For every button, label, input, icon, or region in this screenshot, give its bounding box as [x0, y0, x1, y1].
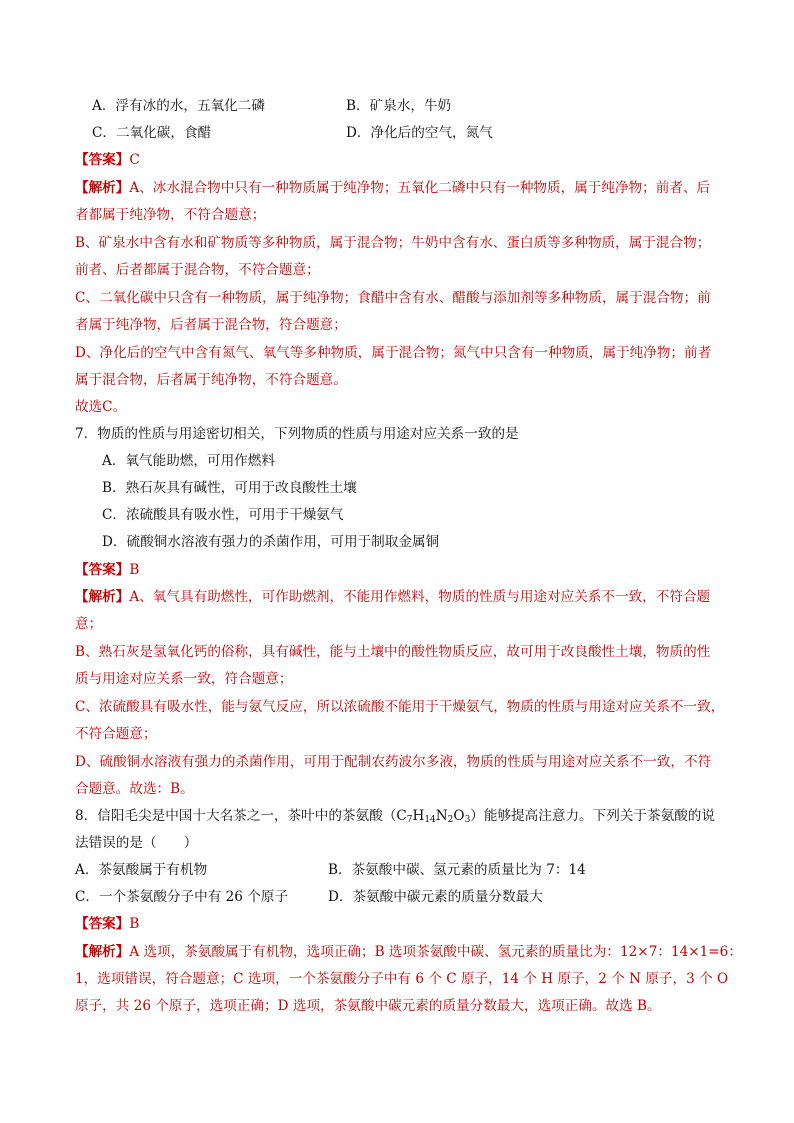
analysis-label: 【解析】 — [75, 180, 130, 196]
q6-options-row-2 — [92, 124, 732, 142]
q7-analysis-line: C、浓硫酸具有吸水性，能与氨气反应，所以浓硫酸不能用于干燥氨气，物质的性质与用途对应关系不一致， — [75, 699, 725, 715]
q6-analysis-line: C、二氧化碳中只含有一种物质，属于纯净物；食醋中含有水、醋酸与添加剂等多种物质，属于混合物；前 — [75, 290, 711, 306]
answer-label: 【答案】 — [75, 152, 130, 168]
q7-analysis-line: D、硫酸铜水溶液有强力的杀菌作用，可用于配制农药波尔多液，物质的性质与用途对应关系不一致，不符 — [75, 754, 712, 770]
answer-label: 【答案】 — [75, 562, 130, 578]
q6-option-b: B．矿泉水，牛奶 — [346, 98, 452, 114]
analysis-text: A、氧气具有助燃性，可作助燃剂，不能用作燃料，物质的性质与用途对应关系不一致，不符合题 — [129, 589, 711, 605]
q8-analysis-line: 1，选项错误，符合题意；C 选项，一个茶氨酸分子中有 6 个 C 原子，14 个 H 原子，2 个 N 原子，3 个 O — [75, 971, 729, 987]
q8-options-row-1 — [75, 861, 715, 879]
q8-option-d: D．茶氨酸中碳元素的质量分数最大 — [328, 889, 543, 905]
q6-options-row-1 — [92, 97, 732, 115]
q7-option-b: B．熟石灰具有碱性，可用于改良酸性土壤 — [102, 480, 357, 496]
answer-value: C — [129, 152, 140, 168]
q7-option-a: A．氧气能助燃，可用作燃料 — [102, 453, 275, 469]
analysis-label: 【解析】 — [75, 944, 130, 960]
q6-analysis-line: 者都属于纯净物，不符合题意； — [75, 207, 266, 223]
q6-analysis-line: 故选C。 — [75, 399, 127, 415]
analysis-text: A、冰水混合物中只有一种物质属于纯净物；五氧化二磷中只有一种物质，属于纯净物；前者、后 — [129, 180, 711, 196]
q8-formula: $C_7H_{14}N_2O_3$ — [396, 808, 471, 825]
q6-analysis-line: D、净化后的空气中含有氮气、氧气等多种物质，属于混合物；氮气中只含有一种物质，属于纯净物；前者 — [75, 345, 712, 361]
q8-option-a: A．茶氨酸属于有机物 — [75, 862, 208, 878]
q7-option-d: D．硫酸铜水溶液有强力的杀菌作用，可用于制取金属铜 — [102, 534, 440, 550]
q6-analysis-line: 属于混合物，后者属于纯净物，不符合题意。 — [75, 372, 347, 388]
analysis-text: A 选项，茶氨酸属于有机物，选项正确；B 选项茶氨酸中碳、氢元素的质量比为：12×7：14×1=6： — [129, 944, 742, 960]
q6-option-a: A．浮有冰的水，五氧化二磷 — [92, 98, 265, 114]
q6-option-d: D．净化后的空气，氮气 — [346, 125, 493, 141]
q7-analysis-line: B、熟石灰是氢氧化钙的俗称，具有碱性，能与土壤中的酸性物质反应，故可用于改良酸性土壤，物质的性 — [75, 644, 711, 660]
q8-stem-text: ）能够提高注意力。下列关于茶氨酸的说 — [470, 808, 715, 824]
q8-analysis-line — [75, 943, 742, 961]
answer-label: 【答案】 — [75, 916, 130, 932]
q7-analysis-line: 意； — [75, 616, 103, 632]
q7-analysis-line: 不符合题意； — [75, 726, 157, 742]
q6-option-c: C．二氧化碳，食醋 — [92, 125, 212, 141]
q7-answer — [75, 561, 715, 579]
q7-option-c: C．浓硫酸具有吸水性，可用于干燥氨气 — [102, 507, 344, 523]
answer-value: B — [129, 916, 140, 932]
q6-analysis-line: 前者、后者都属于混合物，不符合题意； — [75, 262, 320, 278]
q7-stem: 7．物质的性质与用途密切相关，下列物质的性质与用途对应关系一致的是 — [75, 426, 519, 442]
q7-analysis-line: 合题意。故选：B。 — [75, 781, 194, 797]
q8-stem-line-2: 法错误的是（ ） — [75, 835, 198, 851]
answer-value: B — [129, 562, 140, 578]
q8-stem-text: 8．信阳毛尖是中国十大名茶之一，茶叶中的茶氨酸（ — [75, 808, 397, 824]
analysis-label: 【解析】 — [75, 589, 130, 605]
q6-analysis-line: 者属于纯净物，后者属于混合物，符合题意； — [75, 317, 347, 333]
q8-answer — [75, 915, 715, 933]
q8-stem-line-1 — [75, 807, 715, 825]
q6-analysis-line — [75, 179, 715, 197]
q6-analysis-line: B、矿泉水中含有水和矿物质等多种物质，属于混合物；牛奶中含有水、蛋白质等多种物质，属于混合物； — [75, 235, 711, 251]
q7-analysis-line — [75, 588, 715, 606]
q8-options-row-2 — [75, 888, 715, 906]
q7-analysis-line: 质与用途对应关系一致，符合题意； — [75, 671, 293, 687]
q8-option-b: B．茶氨酸中碳、氢元素的质量比为 7：14 — [328, 862, 586, 878]
q8-analysis-line: 原子，共 26 个原子，选项正确；D 选项，茶氨酸中碳元素的质量分数最大，选项正确。故选 B。 — [75, 998, 661, 1014]
q6-answer — [75, 151, 715, 169]
q8-option-c: C．一个茶氨酸分子中有 26 个原子 — [75, 889, 289, 905]
